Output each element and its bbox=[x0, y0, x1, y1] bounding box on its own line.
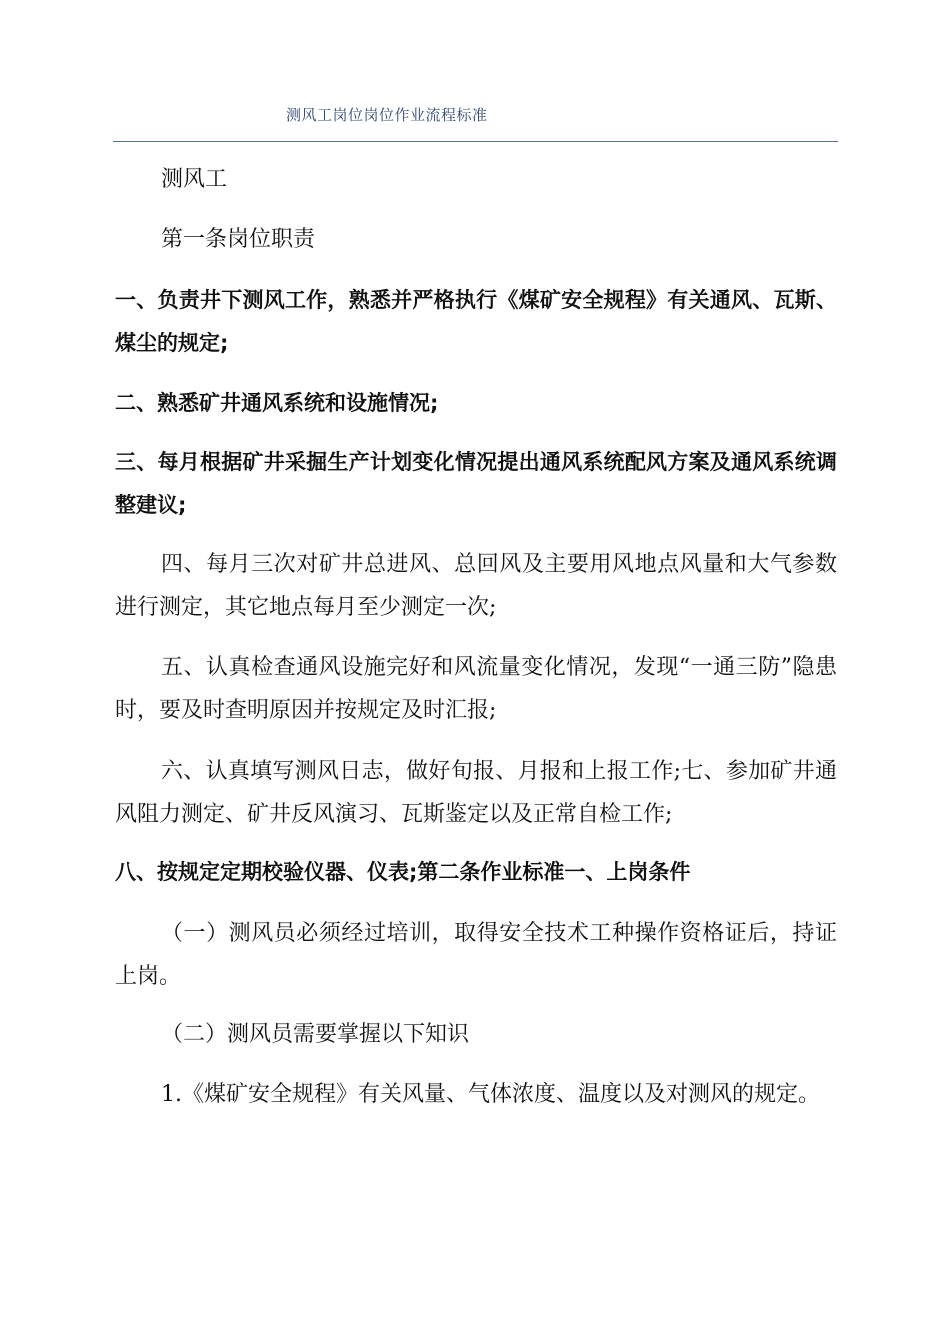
paragraph-condition-1: （一）测风员必须经过培训，取得安全技术工种操作资格证后，持证上岗。 bbox=[115, 921, 837, 989]
paragraph-job-title: 测风工 bbox=[161, 167, 228, 192]
paragraph-duty-6-7: 六、认真填写测风日志，做好旬报、月报和上报工作;七、参加矿井通风阻力测定、矿井反风演习、瓦斯鉴定以及正常自检工作; bbox=[115, 759, 837, 827]
header-divider bbox=[113, 141, 838, 142]
paragraph-duty-8-and-article-two: 八、按规定定期校验仪器、仪表;第二条作业标准一、上岗条件 bbox=[115, 860, 691, 884]
paragraph-knowledge-1: 1.《煤矿安全规程》有关风量、气体浓度、温度以及对测风的规定。 bbox=[161, 1082, 820, 1107]
paragraph-article-one-heading: 第一条岗位职责 bbox=[161, 227, 316, 252]
paragraph-condition-2: （二）测风员需要掌握以下知识 bbox=[161, 1022, 470, 1047]
paragraph-duty-5: 五、认真检查通风设施完好和风流量变化情况，发现“一通三防”隐患时，要及时查明原因并按规定及时汇报; bbox=[115, 655, 837, 723]
paragraph-duty-3: 三、每月根据矿井采掘生产计划变化情况提出通风系统配风方案及通风系统调整建议; bbox=[115, 450, 837, 517]
document-header-title: 测风工岗位岗位作业流程标准 bbox=[286, 106, 488, 124]
paragraph-duty-4: 四、每月三次对矿井总进风、总回风及主要用风地点风量和大气参数进行测定，其它地点每月至少测定一次; bbox=[115, 552, 837, 620]
paragraph-duty-2: 二、熟悉矿井通风系统和设施情况; bbox=[115, 391, 439, 415]
paragraph-duty-1: 一、负责井下测风工作，熟悉并严格执行《煤矿安全规程》有关通风、瓦斯、煤尘的规定; bbox=[115, 288, 837, 355]
